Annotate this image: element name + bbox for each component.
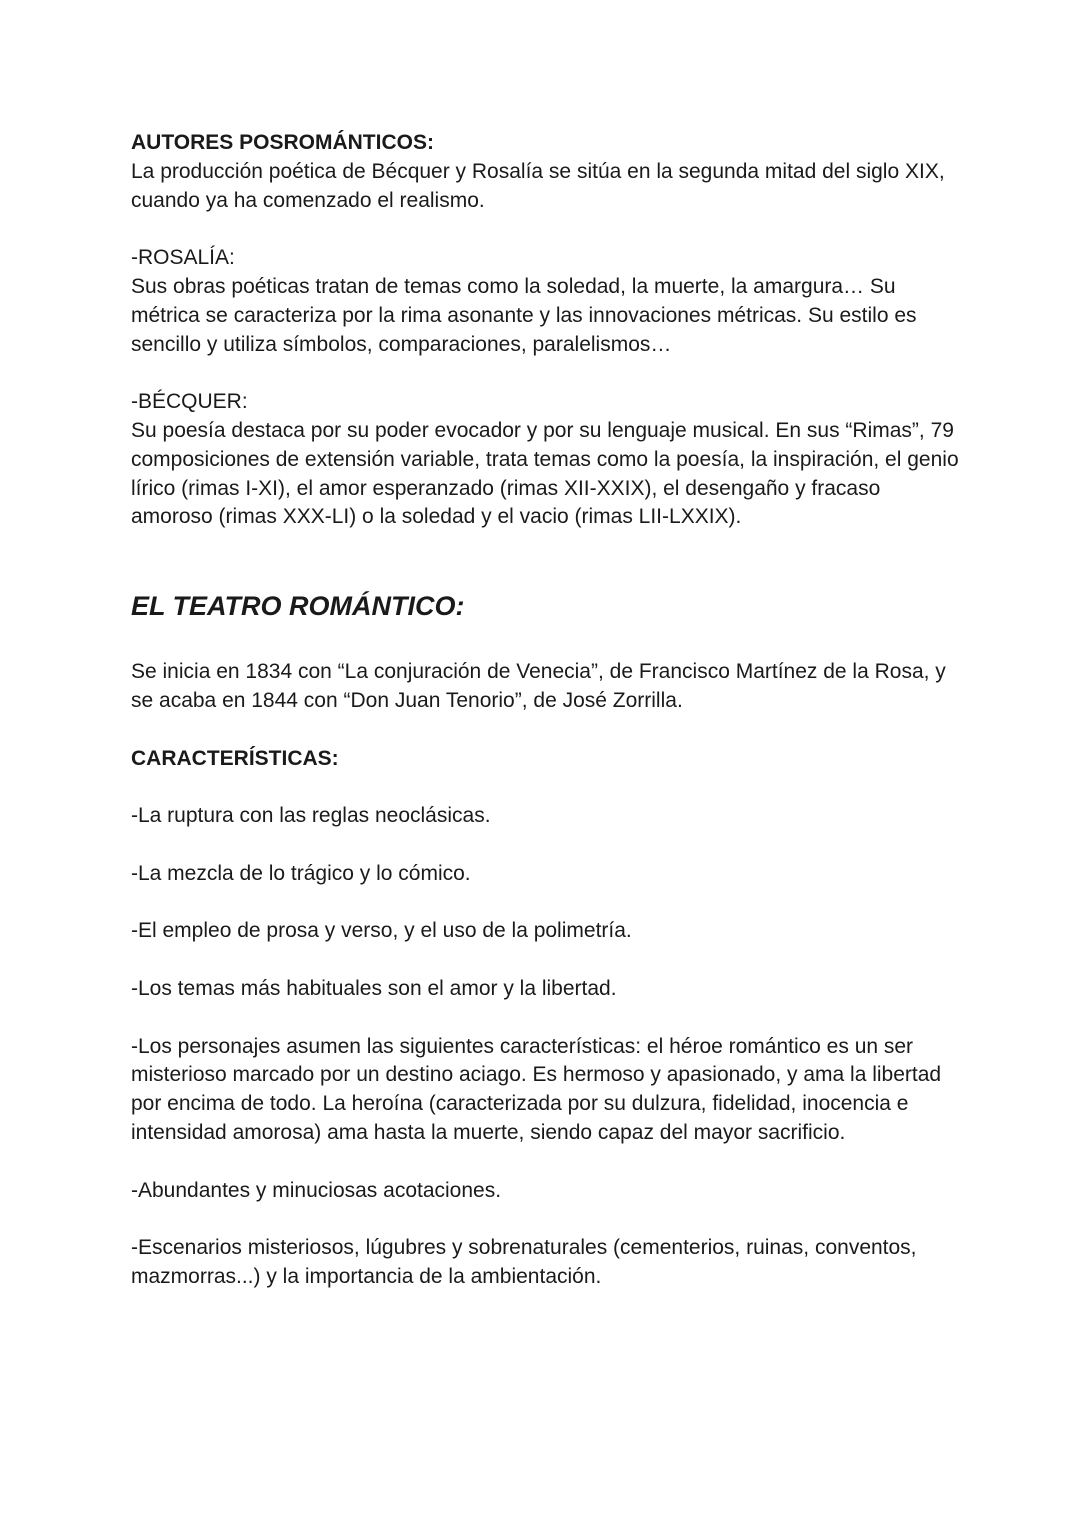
characteristic-item: -Abundantes y minuciosas acotaciones. — [131, 1178, 502, 1202]
characteristic-item: -Los personajes asumen las siguientes características: el héroe romántico es un ser misterioso marcado por un destino aciago. Es hermoso y apasionado, y ama la libertad por encima de todo. La heroína (caracterizada por su dulzura, fidelidad, inocencia e intensidad amorosa) ama hasta la muerte, siendo capaz del mayor sacrificio. — [131, 1034, 942, 1144]
characteristic-item: -El empleo de prosa y verso, y el uso de la polimetría. — [131, 919, 632, 943]
characteristics-heading: CARACTERÍSTICAS: — [131, 746, 339, 770]
characteristic-item: -Escenarios misteriosos, lúgubres y sobrenaturales (cementerios, ruinas, conventos, mazmorras...) y la importancia de la ambientación. — [131, 1236, 917, 1288]
teatro-intro: Se inicia en 1834 con “La conjuración de Venecia”, de Francisco Martínez de la Rosa, y se acaba en 1844 con “Don Juan Tenorio”, de José Zorrilla. — [131, 660, 946, 712]
becquer-label: -BÉCQUER: — [131, 390, 248, 414]
posromanticos-intro: La producción poética de Bécquer y Rosalía se sitúa en la segunda mitad del siglo XIX, cuando ya ha comenzado el realismo. — [131, 159, 945, 212]
characteristic-item: -Los temas más habituales son el amor y la libertad. — [131, 976, 617, 1000]
characteristic-item: -La mezcla de lo trágico y lo cómico. — [131, 861, 471, 885]
rosalia-text: Sus obras poéticas tratan de temas como la soledad, la muerte, la amargura… Su métrica se caracteriza por la rima asonante y las innovaciones métricas. Su estilo es sencillo y utiliza símbolos, comparaciones, paralelismos… — [131, 274, 917, 356]
section-heading-posromanticos: AUTORES POSROMÁNTICOS: — [131, 131, 434, 154]
becquer-text: Su poesía destaca por su poder evocador y por su lenguaje musical. En sus “Rimas”, 79 composiciones de extensión variable, trata temas como la poesía, la inspiración, el genio lírico (rimas I-XI), el amor esperanzado (rimas XII-XXIX), el desengaño y fracaso amoroso (rimas XXX-LI) o la soledad y el vacio (rimas LII-LXXIX). — [131, 418, 959, 529]
document-page — [131, 129, 961, 1292]
characteristic-item: -La ruptura con las reglas neoclásicas. — [131, 804, 491, 828]
teatro-heading: EL TEATRO ROMÁNTICO: — [131, 591, 465, 622]
rosalia-label: -ROSALÍA: — [131, 246, 235, 270]
